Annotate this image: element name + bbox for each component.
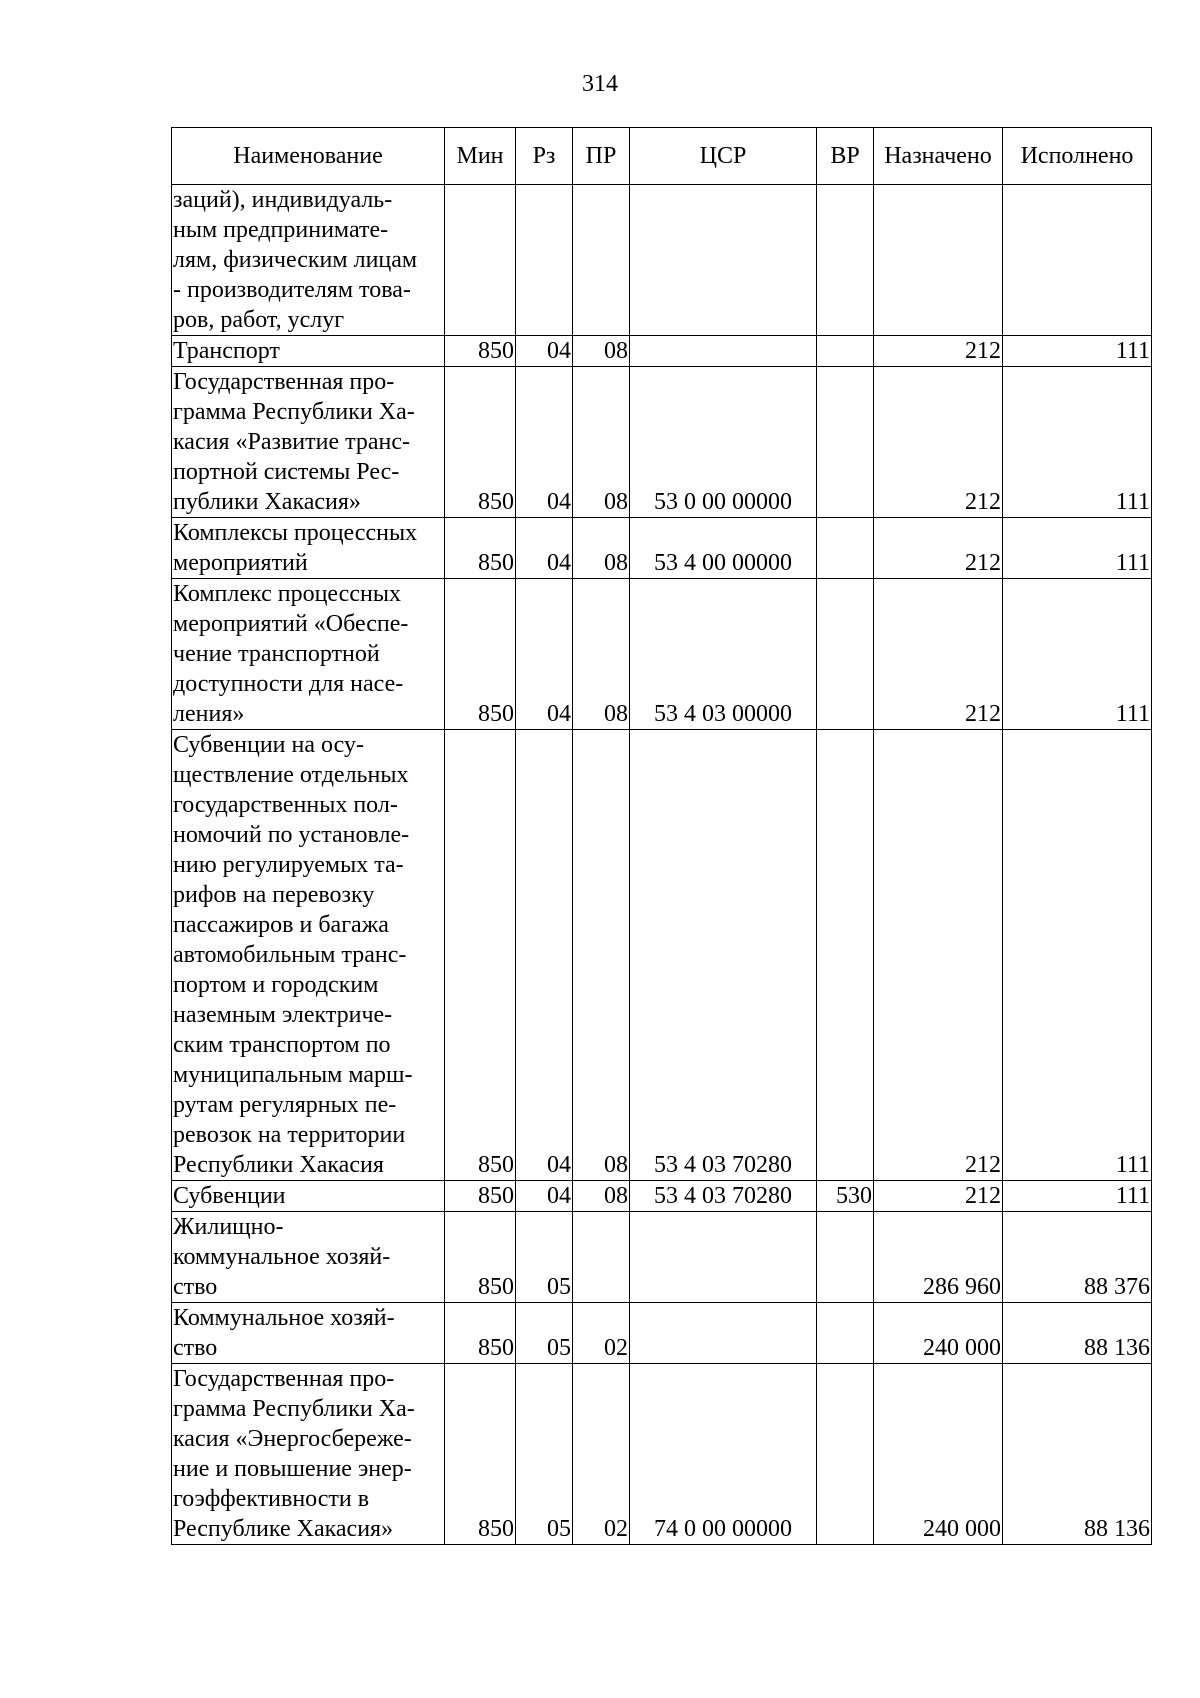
cell-assigned — [874, 185, 1003, 336]
page-number: 314 — [582, 71, 618, 97]
name-line: государственных пол- — [173, 792, 398, 818]
cell-vr — [817, 336, 874, 367]
cell-vr — [817, 1364, 874, 1545]
name-line: Республики Хакасия — [173, 1152, 384, 1178]
cell-csr: 53 4 03 00000 — [630, 579, 817, 730]
header-vr: ВР — [817, 128, 874, 185]
cell-assigned: 212 — [874, 518, 1003, 579]
name-line: коммунальное хозяй- — [173, 1244, 391, 1270]
cell-vr — [817, 730, 874, 1181]
cell-pr: 08 — [573, 1181, 630, 1212]
cell-assigned: 286 960 — [874, 1212, 1003, 1303]
name-line: заций), индивидуаль- — [173, 187, 393, 213]
cell-min — [445, 185, 516, 336]
cell-executed: 88 136 — [1003, 1364, 1152, 1545]
name-line: публики Хакасия» — [173, 489, 361, 515]
header-assigned: Назначено — [874, 128, 1003, 185]
cell-csr: 53 4 03 70280 — [630, 730, 817, 1181]
cell-name — [172, 367, 445, 518]
name-line: ным предпринимате- — [173, 217, 389, 243]
cell-name — [172, 1303, 445, 1364]
header-name: Наименование — [172, 128, 445, 185]
name-line: Коммунальное хозяй- — [173, 1305, 395, 1331]
budget-execution-table — [171, 127, 1152, 1545]
cell-vr — [817, 1303, 874, 1364]
name-line: гоэффективности в — [173, 1486, 370, 1512]
name-line: чение транспортной — [173, 641, 380, 667]
name-line: ления» — [173, 701, 245, 727]
cell-name — [172, 1364, 445, 1545]
cell-pr: 08 — [573, 518, 630, 579]
table-row — [172, 367, 1152, 518]
cell-csr — [630, 336, 817, 367]
cell-min: 850 — [445, 336, 516, 367]
name-line: ров, работ, услуг — [173, 307, 345, 333]
cell-csr — [630, 1212, 817, 1303]
cell-rz: 04 — [516, 336, 573, 367]
cell-vr — [817, 579, 874, 730]
header-rz: Рз — [516, 128, 573, 185]
name-line: - производителям това- — [173, 277, 411, 303]
cell-assigned: 240 000 — [874, 1364, 1003, 1545]
table-row — [172, 1303, 1152, 1364]
cell-executed: 111 — [1003, 518, 1152, 579]
cell-pr: 08 — [573, 367, 630, 518]
table-row — [172, 185, 1152, 336]
name-line: касия «Энергосбереже- — [173, 1426, 412, 1452]
cell-executed: 88 376 — [1003, 1212, 1152, 1303]
name-line: пассажиров и багажа — [173, 912, 389, 938]
cell-pr — [573, 185, 630, 336]
table-row — [172, 579, 1152, 730]
cell-executed: 111 — [1003, 336, 1152, 367]
name-line: лям, физическим лицам — [173, 247, 418, 273]
table-row — [172, 336, 1152, 367]
name-line: ревозок на территории — [173, 1122, 406, 1148]
name-line: номочий по установле- — [173, 822, 410, 848]
table-row — [172, 1181, 1152, 1212]
cell-pr: 08 — [573, 730, 630, 1181]
cell-rz: 04 — [516, 518, 573, 579]
cell-name — [172, 336, 445, 367]
name-line: грамма Республики Ха- — [173, 399, 415, 425]
cell-name — [172, 1181, 445, 1212]
cell-executed: 88 136 — [1003, 1303, 1152, 1364]
cell-rz: 05 — [516, 1303, 573, 1364]
cell-vr — [817, 518, 874, 579]
cell-vr — [817, 367, 874, 518]
cell-vr: 530 — [817, 1181, 874, 1212]
name-line: Транспорт — [173, 338, 280, 364]
cell-rz — [516, 185, 573, 336]
cell-rz: 05 — [516, 1212, 573, 1303]
cell-rz: 04 — [516, 579, 573, 730]
name-line: наземным электриче- — [173, 1002, 393, 1028]
cell-pr: 08 — [573, 579, 630, 730]
table-row — [172, 518, 1152, 579]
cell-csr: 53 0 00 00000 — [630, 367, 817, 518]
cell-csr: 53 4 03 70280 — [630, 1181, 817, 1212]
cell-assigned: 212 — [874, 367, 1003, 518]
cell-rz: 04 — [516, 367, 573, 518]
name-line: ство — [173, 1335, 218, 1361]
header-csr: ЦСР — [630, 128, 817, 185]
cell-executed: 111 — [1003, 579, 1152, 730]
cell-min: 850 — [445, 518, 516, 579]
table-row — [172, 1212, 1152, 1303]
cell-vr — [817, 1212, 874, 1303]
cell-csr: 74 0 00 00000 — [630, 1364, 817, 1545]
cell-executed: 111 — [1003, 367, 1152, 518]
name-line: Государственная про- — [173, 1366, 395, 1392]
cell-min: 850 — [445, 1181, 516, 1212]
name-line: Комплексы процессных — [173, 520, 418, 546]
name-line: Субвенции на осу- — [173, 732, 364, 758]
name-line: ство — [173, 1274, 218, 1300]
cell-min: 850 — [445, 1364, 516, 1545]
cell-name — [172, 579, 445, 730]
header-min: Мин — [445, 128, 516, 185]
name-line: Государственная про- — [173, 369, 395, 395]
cell-assigned: 240 000 — [874, 1303, 1003, 1364]
cell-executed — [1003, 185, 1152, 336]
name-line: Жилищно- — [173, 1214, 284, 1240]
cell-name — [172, 518, 445, 579]
cell-vr — [817, 185, 874, 336]
name-line: ским транспортом по — [173, 1032, 391, 1058]
cell-pr: 02 — [573, 1303, 630, 1364]
cell-name — [172, 185, 445, 336]
name-line: Субвенции — [173, 1183, 286, 1209]
table-body — [172, 185, 1152, 1545]
cell-assigned: 212 — [874, 579, 1003, 730]
cell-min: 850 — [445, 367, 516, 518]
cell-csr — [630, 1303, 817, 1364]
name-line: рифов на перевозку — [173, 882, 375, 908]
cell-assigned: 212 — [874, 1181, 1003, 1212]
name-line: Комплекс процессных — [173, 581, 401, 607]
name-line: нию регулируемых та- — [173, 852, 404, 878]
name-line: мероприятий — [173, 550, 308, 576]
cell-name — [172, 1212, 445, 1303]
cell-executed: 111 — [1003, 1181, 1152, 1212]
cell-min: 850 — [445, 579, 516, 730]
cell-pr: 02 — [573, 1364, 630, 1545]
name-line: ществление отдельных — [173, 762, 409, 788]
cell-assigned: 212 — [874, 730, 1003, 1181]
cell-executed: 111 — [1003, 730, 1152, 1181]
name-line: доступности для насе- — [173, 671, 404, 697]
header-executed: Исполнено — [1003, 128, 1152, 185]
cell-min: 850 — [445, 1212, 516, 1303]
name-line: мероприятий «Обеспе- — [173, 611, 409, 637]
cell-csr — [630, 185, 817, 336]
header-pr: ПР — [573, 128, 630, 185]
name-line: касия «Развитие транс- — [173, 429, 411, 455]
table-header-row — [172, 128, 1152, 185]
name-line: грамма Республики Ха- — [173, 1396, 415, 1422]
name-line: муниципальным марш- — [173, 1062, 413, 1088]
cell-csr: 53 4 00 00000 — [630, 518, 817, 579]
cell-assigned: 212 — [874, 336, 1003, 367]
name-line: рутам регулярных пе- — [173, 1092, 397, 1118]
table-row — [172, 1364, 1152, 1545]
name-line: портной системы Рес- — [173, 459, 400, 485]
cell-min: 850 — [445, 730, 516, 1181]
cell-pr — [573, 1212, 630, 1303]
name-line: портом и городским — [173, 972, 379, 998]
name-line: автомобильным транс- — [173, 942, 407, 968]
cell-rz: 04 — [516, 1181, 573, 1212]
cell-name — [172, 730, 445, 1181]
cell-rz: 04 — [516, 730, 573, 1181]
name-line: ние и повышение энер- — [173, 1456, 412, 1482]
cell-min: 850 — [445, 1303, 516, 1364]
cell-pr: 08 — [573, 336, 630, 367]
table-row — [172, 730, 1152, 1181]
name-line: Республике Хакасия» — [173, 1516, 394, 1542]
cell-rz: 05 — [516, 1364, 573, 1545]
